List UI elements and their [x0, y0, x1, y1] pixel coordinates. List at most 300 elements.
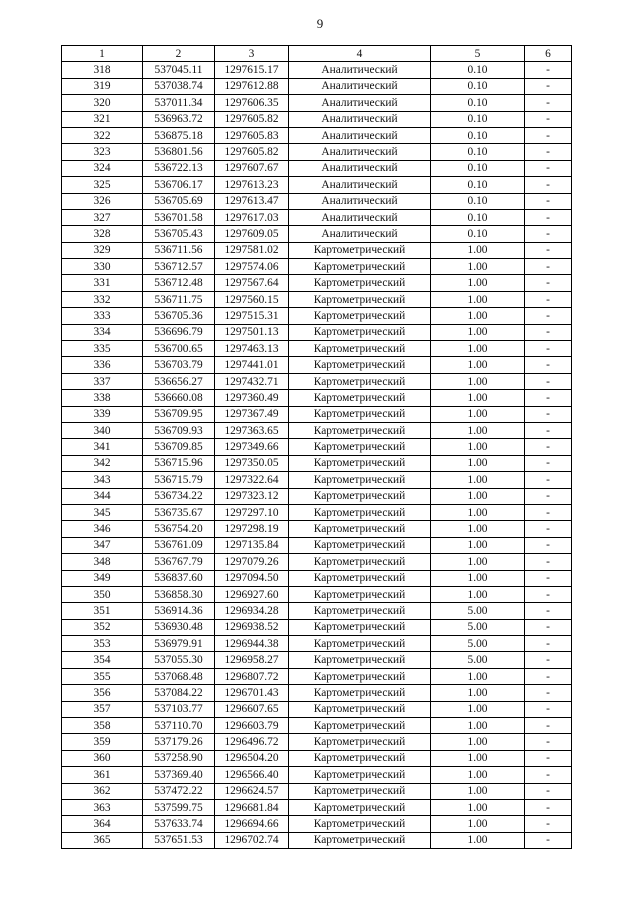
table-row	[62, 341, 572, 357]
method-cell: Картометрический	[289, 275, 431, 291]
note-cell: -	[525, 291, 572, 307]
note-cell: -	[525, 701, 572, 717]
note-cell: -	[525, 259, 572, 275]
note-cell: -	[525, 242, 572, 258]
note-cell: -	[525, 799, 572, 815]
table-row	[62, 439, 572, 455]
accuracy-cell: 1.00	[431, 422, 525, 438]
table-row	[62, 259, 572, 275]
y-coordinate-cell: 1297094.50	[215, 570, 289, 586]
x-coordinate-cell: 537369.40	[143, 767, 215, 783]
accuracy-cell: 1.00	[431, 472, 525, 488]
y-coordinate-cell: 1297613.47	[215, 193, 289, 209]
note-cell: -	[525, 78, 572, 94]
note-cell: -	[525, 783, 572, 799]
y-coordinate-cell: 1297349.66	[215, 439, 289, 455]
table-row	[62, 701, 572, 717]
point-number-cell: 342	[62, 455, 143, 471]
method-cell: Картометрический	[289, 373, 431, 389]
accuracy-cell: 1.00	[431, 488, 525, 504]
point-number-cell: 345	[62, 504, 143, 520]
x-coordinate-cell: 536875.18	[143, 127, 215, 143]
note-cell: -	[525, 308, 572, 324]
y-coordinate-cell: 1296938.52	[215, 619, 289, 635]
table-row	[62, 357, 572, 373]
y-coordinate-cell: 1297297.10	[215, 504, 289, 520]
table-row	[62, 422, 572, 438]
accuracy-cell: 1.00	[431, 799, 525, 815]
table-row	[62, 636, 572, 652]
accuracy-cell: 1.00	[431, 668, 525, 684]
point-number-cell: 322	[62, 127, 143, 143]
point-number-cell: 329	[62, 242, 143, 258]
header-cell-2: 2	[143, 46, 215, 62]
x-coordinate-cell: 537068.48	[143, 668, 215, 684]
point-number-cell: 357	[62, 701, 143, 717]
table-row	[62, 242, 572, 258]
table-row	[62, 455, 572, 471]
table-row	[62, 406, 572, 422]
accuracy-cell: 1.00	[431, 275, 525, 291]
note-cell: -	[525, 767, 572, 783]
point-number-cell: 362	[62, 783, 143, 799]
note-cell: -	[525, 668, 572, 684]
note-cell: -	[525, 570, 572, 586]
method-cell: Картометрический	[289, 455, 431, 471]
accuracy-cell: 1.00	[431, 521, 525, 537]
point-number-cell: 353	[62, 636, 143, 652]
x-coordinate-cell: 536722.13	[143, 160, 215, 176]
table-row	[62, 816, 572, 832]
x-coordinate-cell: 537038.74	[143, 78, 215, 94]
y-coordinate-cell: 1296603.79	[215, 718, 289, 734]
point-number-cell: 328	[62, 226, 143, 242]
accuracy-cell: 1.00	[431, 832, 525, 848]
method-cell: Картометрический	[289, 422, 431, 438]
note-cell: -	[525, 177, 572, 193]
x-coordinate-cell: 537110.70	[143, 718, 215, 734]
note-cell: -	[525, 144, 572, 160]
accuracy-cell: 5.00	[431, 603, 525, 619]
accuracy-cell: 1.00	[431, 504, 525, 520]
x-coordinate-cell: 537258.90	[143, 750, 215, 766]
accuracy-cell: 0.10	[431, 177, 525, 193]
accuracy-cell: 5.00	[431, 636, 525, 652]
x-coordinate-cell: 536858.30	[143, 586, 215, 602]
point-number-cell: 358	[62, 718, 143, 734]
table-row	[62, 144, 572, 160]
method-cell: Картометрический	[289, 291, 431, 307]
table-row	[62, 373, 572, 389]
x-coordinate-cell: 536696.79	[143, 324, 215, 340]
point-number-cell: 351	[62, 603, 143, 619]
method-cell: Картометрический	[289, 521, 431, 537]
point-number-cell: 336	[62, 357, 143, 373]
point-number-cell: 355	[62, 668, 143, 684]
note-cell: -	[525, 62, 572, 78]
method-cell: Картометрический	[289, 619, 431, 635]
x-coordinate-cell: 536735.67	[143, 504, 215, 520]
point-number-cell: 347	[62, 537, 143, 553]
y-coordinate-cell: 1297298.19	[215, 521, 289, 537]
table-row	[62, 275, 572, 291]
coordinates-table	[61, 45, 572, 849]
note-cell: -	[525, 373, 572, 389]
x-coordinate-cell: 536705.36	[143, 308, 215, 324]
note-cell: -	[525, 718, 572, 734]
method-cell: Картометрический	[289, 750, 431, 766]
y-coordinate-cell: 1297441.01	[215, 357, 289, 373]
note-cell: -	[525, 750, 572, 766]
accuracy-cell: 0.10	[431, 62, 525, 78]
accuracy-cell: 1.00	[431, 767, 525, 783]
accuracy-cell: 1.00	[431, 308, 525, 324]
method-cell: Аналитический	[289, 62, 431, 78]
y-coordinate-cell: 1296681.84	[215, 799, 289, 815]
note-cell: -	[525, 685, 572, 701]
method-cell: Аналитический	[289, 160, 431, 176]
table-row	[62, 554, 572, 570]
x-coordinate-cell: 537084.22	[143, 685, 215, 701]
method-cell: Картометрический	[289, 586, 431, 602]
note-cell: -	[525, 488, 572, 504]
accuracy-cell: 0.10	[431, 144, 525, 160]
method-cell: Картометрический	[289, 390, 431, 406]
note-cell: -	[525, 472, 572, 488]
method-cell: Аналитический	[289, 177, 431, 193]
method-cell: Аналитический	[289, 78, 431, 94]
method-cell: Картометрический	[289, 357, 431, 373]
y-coordinate-cell: 1297501.13	[215, 324, 289, 340]
accuracy-cell: 1.00	[431, 242, 525, 258]
point-number-cell: 334	[62, 324, 143, 340]
accuracy-cell: 1.00	[431, 406, 525, 422]
table-header	[62, 46, 572, 62]
point-number-cell: 335	[62, 341, 143, 357]
x-coordinate-cell: 536715.96	[143, 455, 215, 471]
note-cell: -	[525, 734, 572, 750]
x-coordinate-cell: 536709.93	[143, 422, 215, 438]
note-cell: -	[525, 619, 572, 635]
x-coordinate-cell: 536767.79	[143, 554, 215, 570]
method-cell: Картометрический	[289, 668, 431, 684]
table-row	[62, 488, 572, 504]
method-cell: Аналитический	[289, 127, 431, 143]
x-coordinate-cell: 536656.27	[143, 373, 215, 389]
y-coordinate-cell: 1297135.84	[215, 537, 289, 553]
note-cell: -	[525, 832, 572, 848]
y-coordinate-cell: 1296607.65	[215, 701, 289, 717]
point-number-cell: 330	[62, 259, 143, 275]
accuracy-cell: 0.10	[431, 160, 525, 176]
point-number-cell: 365	[62, 832, 143, 848]
method-cell: Картометрический	[289, 734, 431, 750]
x-coordinate-cell: 536703.79	[143, 357, 215, 373]
method-cell: Картометрический	[289, 504, 431, 520]
y-coordinate-cell: 1297574.06	[215, 259, 289, 275]
accuracy-cell: 0.10	[431, 193, 525, 209]
x-coordinate-cell: 536701.58	[143, 209, 215, 225]
x-coordinate-cell: 536754.20	[143, 521, 215, 537]
y-coordinate-cell: 1296807.72	[215, 668, 289, 684]
x-coordinate-cell: 536801.56	[143, 144, 215, 160]
method-cell: Картометрический	[289, 537, 431, 553]
x-coordinate-cell: 536709.95	[143, 406, 215, 422]
y-coordinate-cell: 1297612.88	[215, 78, 289, 94]
table-row	[62, 504, 572, 520]
method-cell: Картометрический	[289, 832, 431, 848]
x-coordinate-cell: 536705.43	[143, 226, 215, 242]
point-number-cell: 356	[62, 685, 143, 701]
x-coordinate-cell: 536715.79	[143, 472, 215, 488]
accuracy-cell: 0.10	[431, 127, 525, 143]
note-cell: -	[525, 537, 572, 553]
x-coordinate-cell: 537179.26	[143, 734, 215, 750]
table-row	[62, 193, 572, 209]
note-cell: -	[525, 455, 572, 471]
method-cell: Картометрический	[289, 259, 431, 275]
x-coordinate-cell: 536711.56	[143, 242, 215, 258]
y-coordinate-cell: 1297515.31	[215, 308, 289, 324]
accuracy-cell: 1.00	[431, 455, 525, 471]
point-number-cell: 352	[62, 619, 143, 635]
point-number-cell: 333	[62, 308, 143, 324]
accuracy-cell: 0.10	[431, 95, 525, 111]
x-coordinate-cell: 537055.30	[143, 652, 215, 668]
accuracy-cell: 0.10	[431, 78, 525, 94]
accuracy-cell: 1.00	[431, 537, 525, 553]
method-cell: Картометрический	[289, 816, 431, 832]
table-row	[62, 472, 572, 488]
method-cell: Картометрический	[289, 701, 431, 717]
y-coordinate-cell: 1296496.72	[215, 734, 289, 750]
x-coordinate-cell: 536979.91	[143, 636, 215, 652]
x-coordinate-cell: 537599.75	[143, 799, 215, 815]
note-cell: -	[525, 390, 572, 406]
accuracy-cell: 0.10	[431, 111, 525, 127]
note-cell: -	[525, 521, 572, 537]
table-row	[62, 521, 572, 537]
accuracy-cell: 1.00	[431, 291, 525, 307]
y-coordinate-cell: 1297363.65	[215, 422, 289, 438]
x-coordinate-cell: 537472.22	[143, 783, 215, 799]
point-number-cell: 350	[62, 586, 143, 602]
point-number-cell: 339	[62, 406, 143, 422]
x-coordinate-cell: 536709.85	[143, 439, 215, 455]
table-row	[62, 603, 572, 619]
table-row	[62, 324, 572, 340]
method-cell: Картометрический	[289, 439, 431, 455]
point-number-cell: 326	[62, 193, 143, 209]
point-number-cell: 331	[62, 275, 143, 291]
table-row	[62, 652, 572, 668]
y-coordinate-cell: 1297581.02	[215, 242, 289, 258]
note-cell: -	[525, 652, 572, 668]
point-number-cell: 360	[62, 750, 143, 766]
method-cell: Аналитический	[289, 144, 431, 160]
method-cell: Картометрический	[289, 242, 431, 258]
table-row	[62, 570, 572, 586]
accuracy-cell: 1.00	[431, 586, 525, 602]
y-coordinate-cell: 1297463.13	[215, 341, 289, 357]
x-coordinate-cell: 536706.17	[143, 177, 215, 193]
table-row	[62, 308, 572, 324]
header-cell-6: 6	[525, 46, 572, 62]
x-coordinate-cell: 536734.22	[143, 488, 215, 504]
y-coordinate-cell: 1297322.64	[215, 472, 289, 488]
method-cell: Аналитический	[289, 226, 431, 242]
point-number-cell: 320	[62, 95, 143, 111]
note-cell: -	[525, 95, 572, 111]
x-coordinate-cell: 536712.57	[143, 259, 215, 275]
x-coordinate-cell: 536837.60	[143, 570, 215, 586]
accuracy-cell: 0.10	[431, 209, 525, 225]
point-number-cell: 363	[62, 799, 143, 815]
y-coordinate-cell: 1296944.38	[215, 636, 289, 652]
table-row	[62, 718, 572, 734]
method-cell: Картометрический	[289, 652, 431, 668]
point-number-cell: 323	[62, 144, 143, 160]
y-coordinate-cell: 1297609.05	[215, 226, 289, 242]
method-cell: Картометрический	[289, 767, 431, 783]
accuracy-cell: 1.00	[431, 554, 525, 570]
point-number-cell: 327	[62, 209, 143, 225]
accuracy-cell: 5.00	[431, 652, 525, 668]
note-cell: -	[525, 193, 572, 209]
table-row	[62, 586, 572, 602]
y-coordinate-cell: 1297367.49	[215, 406, 289, 422]
method-cell: Картометрический	[289, 341, 431, 357]
note-cell: -	[525, 341, 572, 357]
accuracy-cell: 1.00	[431, 734, 525, 750]
y-coordinate-cell: 1296934.28	[215, 603, 289, 619]
accuracy-cell: 1.00	[431, 439, 525, 455]
x-coordinate-cell: 537651.53	[143, 832, 215, 848]
table-row	[62, 209, 572, 225]
table-row	[62, 390, 572, 406]
accuracy-cell: 0.10	[431, 226, 525, 242]
accuracy-cell: 1.00	[431, 750, 525, 766]
accuracy-cell: 1.00	[431, 685, 525, 701]
table-row	[62, 685, 572, 701]
note-cell: -	[525, 357, 572, 373]
method-cell: Аналитический	[289, 111, 431, 127]
table-row	[62, 291, 572, 307]
point-number-cell: 321	[62, 111, 143, 127]
x-coordinate-cell: 536700.65	[143, 341, 215, 357]
method-cell: Картометрический	[289, 570, 431, 586]
x-coordinate-cell: 537011.34	[143, 95, 215, 111]
point-number-cell: 338	[62, 390, 143, 406]
y-coordinate-cell: 1297432.71	[215, 373, 289, 389]
y-coordinate-cell: 1297615.17	[215, 62, 289, 78]
table-row	[62, 127, 572, 143]
table-row	[62, 95, 572, 111]
point-number-cell: 340	[62, 422, 143, 438]
header-row	[62, 46, 572, 62]
method-cell: Картометрический	[289, 718, 431, 734]
x-coordinate-cell: 536711.75	[143, 291, 215, 307]
point-number-cell: 361	[62, 767, 143, 783]
header-cell-1: 1	[62, 46, 143, 62]
y-coordinate-cell: 1297560.15	[215, 291, 289, 307]
note-cell: -	[525, 127, 572, 143]
note-cell: -	[525, 554, 572, 570]
accuracy-cell: 1.00	[431, 324, 525, 340]
y-coordinate-cell: 1297606.35	[215, 95, 289, 111]
x-coordinate-cell: 536914.36	[143, 603, 215, 619]
method-cell: Аналитический	[289, 95, 431, 111]
accuracy-cell: 1.00	[431, 259, 525, 275]
accuracy-cell: 1.00	[431, 341, 525, 357]
method-cell: Аналитический	[289, 209, 431, 225]
page-number: 9	[316, 16, 324, 31]
method-cell: Картометрический	[289, 308, 431, 324]
method-cell: Картометрический	[289, 783, 431, 799]
note-cell: -	[525, 111, 572, 127]
note-cell: -	[525, 406, 572, 422]
y-coordinate-cell: 1296702.74	[215, 832, 289, 848]
method-cell: Картометрический	[289, 324, 431, 340]
y-coordinate-cell: 1297079.26	[215, 554, 289, 570]
point-number-cell: 346	[62, 521, 143, 537]
y-coordinate-cell: 1297605.82	[215, 144, 289, 160]
note-cell: -	[525, 636, 572, 652]
point-number-cell: 359	[62, 734, 143, 750]
method-cell: Картометрический	[289, 472, 431, 488]
accuracy-cell: 1.00	[431, 783, 525, 799]
point-number-cell: 364	[62, 816, 143, 832]
table-row	[62, 767, 572, 783]
table-row	[62, 62, 572, 78]
table-row	[62, 832, 572, 848]
point-number-cell: 349	[62, 570, 143, 586]
y-coordinate-cell: 1296504.20	[215, 750, 289, 766]
method-cell: Картометрический	[289, 799, 431, 815]
note-cell: -	[525, 439, 572, 455]
x-coordinate-cell: 536712.48	[143, 275, 215, 291]
accuracy-cell: 1.00	[431, 357, 525, 373]
table-row	[62, 111, 572, 127]
method-cell: Картометрический	[289, 554, 431, 570]
y-coordinate-cell: 1297605.82	[215, 111, 289, 127]
method-cell: Картометрический	[289, 603, 431, 619]
x-coordinate-cell: 536660.08	[143, 390, 215, 406]
method-cell: Аналитический	[289, 193, 431, 209]
note-cell: -	[525, 160, 572, 176]
table-row	[62, 734, 572, 750]
method-cell: Картометрический	[289, 406, 431, 422]
y-coordinate-cell: 1296694.66	[215, 816, 289, 832]
table-row	[62, 226, 572, 242]
note-cell: -	[525, 816, 572, 832]
point-number-cell: 343	[62, 472, 143, 488]
note-cell: -	[525, 324, 572, 340]
y-coordinate-cell: 1297617.03	[215, 209, 289, 225]
table-row	[62, 668, 572, 684]
table-row	[62, 750, 572, 766]
table-row	[62, 783, 572, 799]
accuracy-cell: 5.00	[431, 619, 525, 635]
y-coordinate-cell: 1296566.40	[215, 767, 289, 783]
y-coordinate-cell: 1296624.57	[215, 783, 289, 799]
x-coordinate-cell: 536963.72	[143, 111, 215, 127]
y-coordinate-cell: 1297350.05	[215, 455, 289, 471]
note-cell: -	[525, 226, 572, 242]
accuracy-cell: 1.00	[431, 816, 525, 832]
table-row	[62, 619, 572, 635]
note-cell: -	[525, 422, 572, 438]
